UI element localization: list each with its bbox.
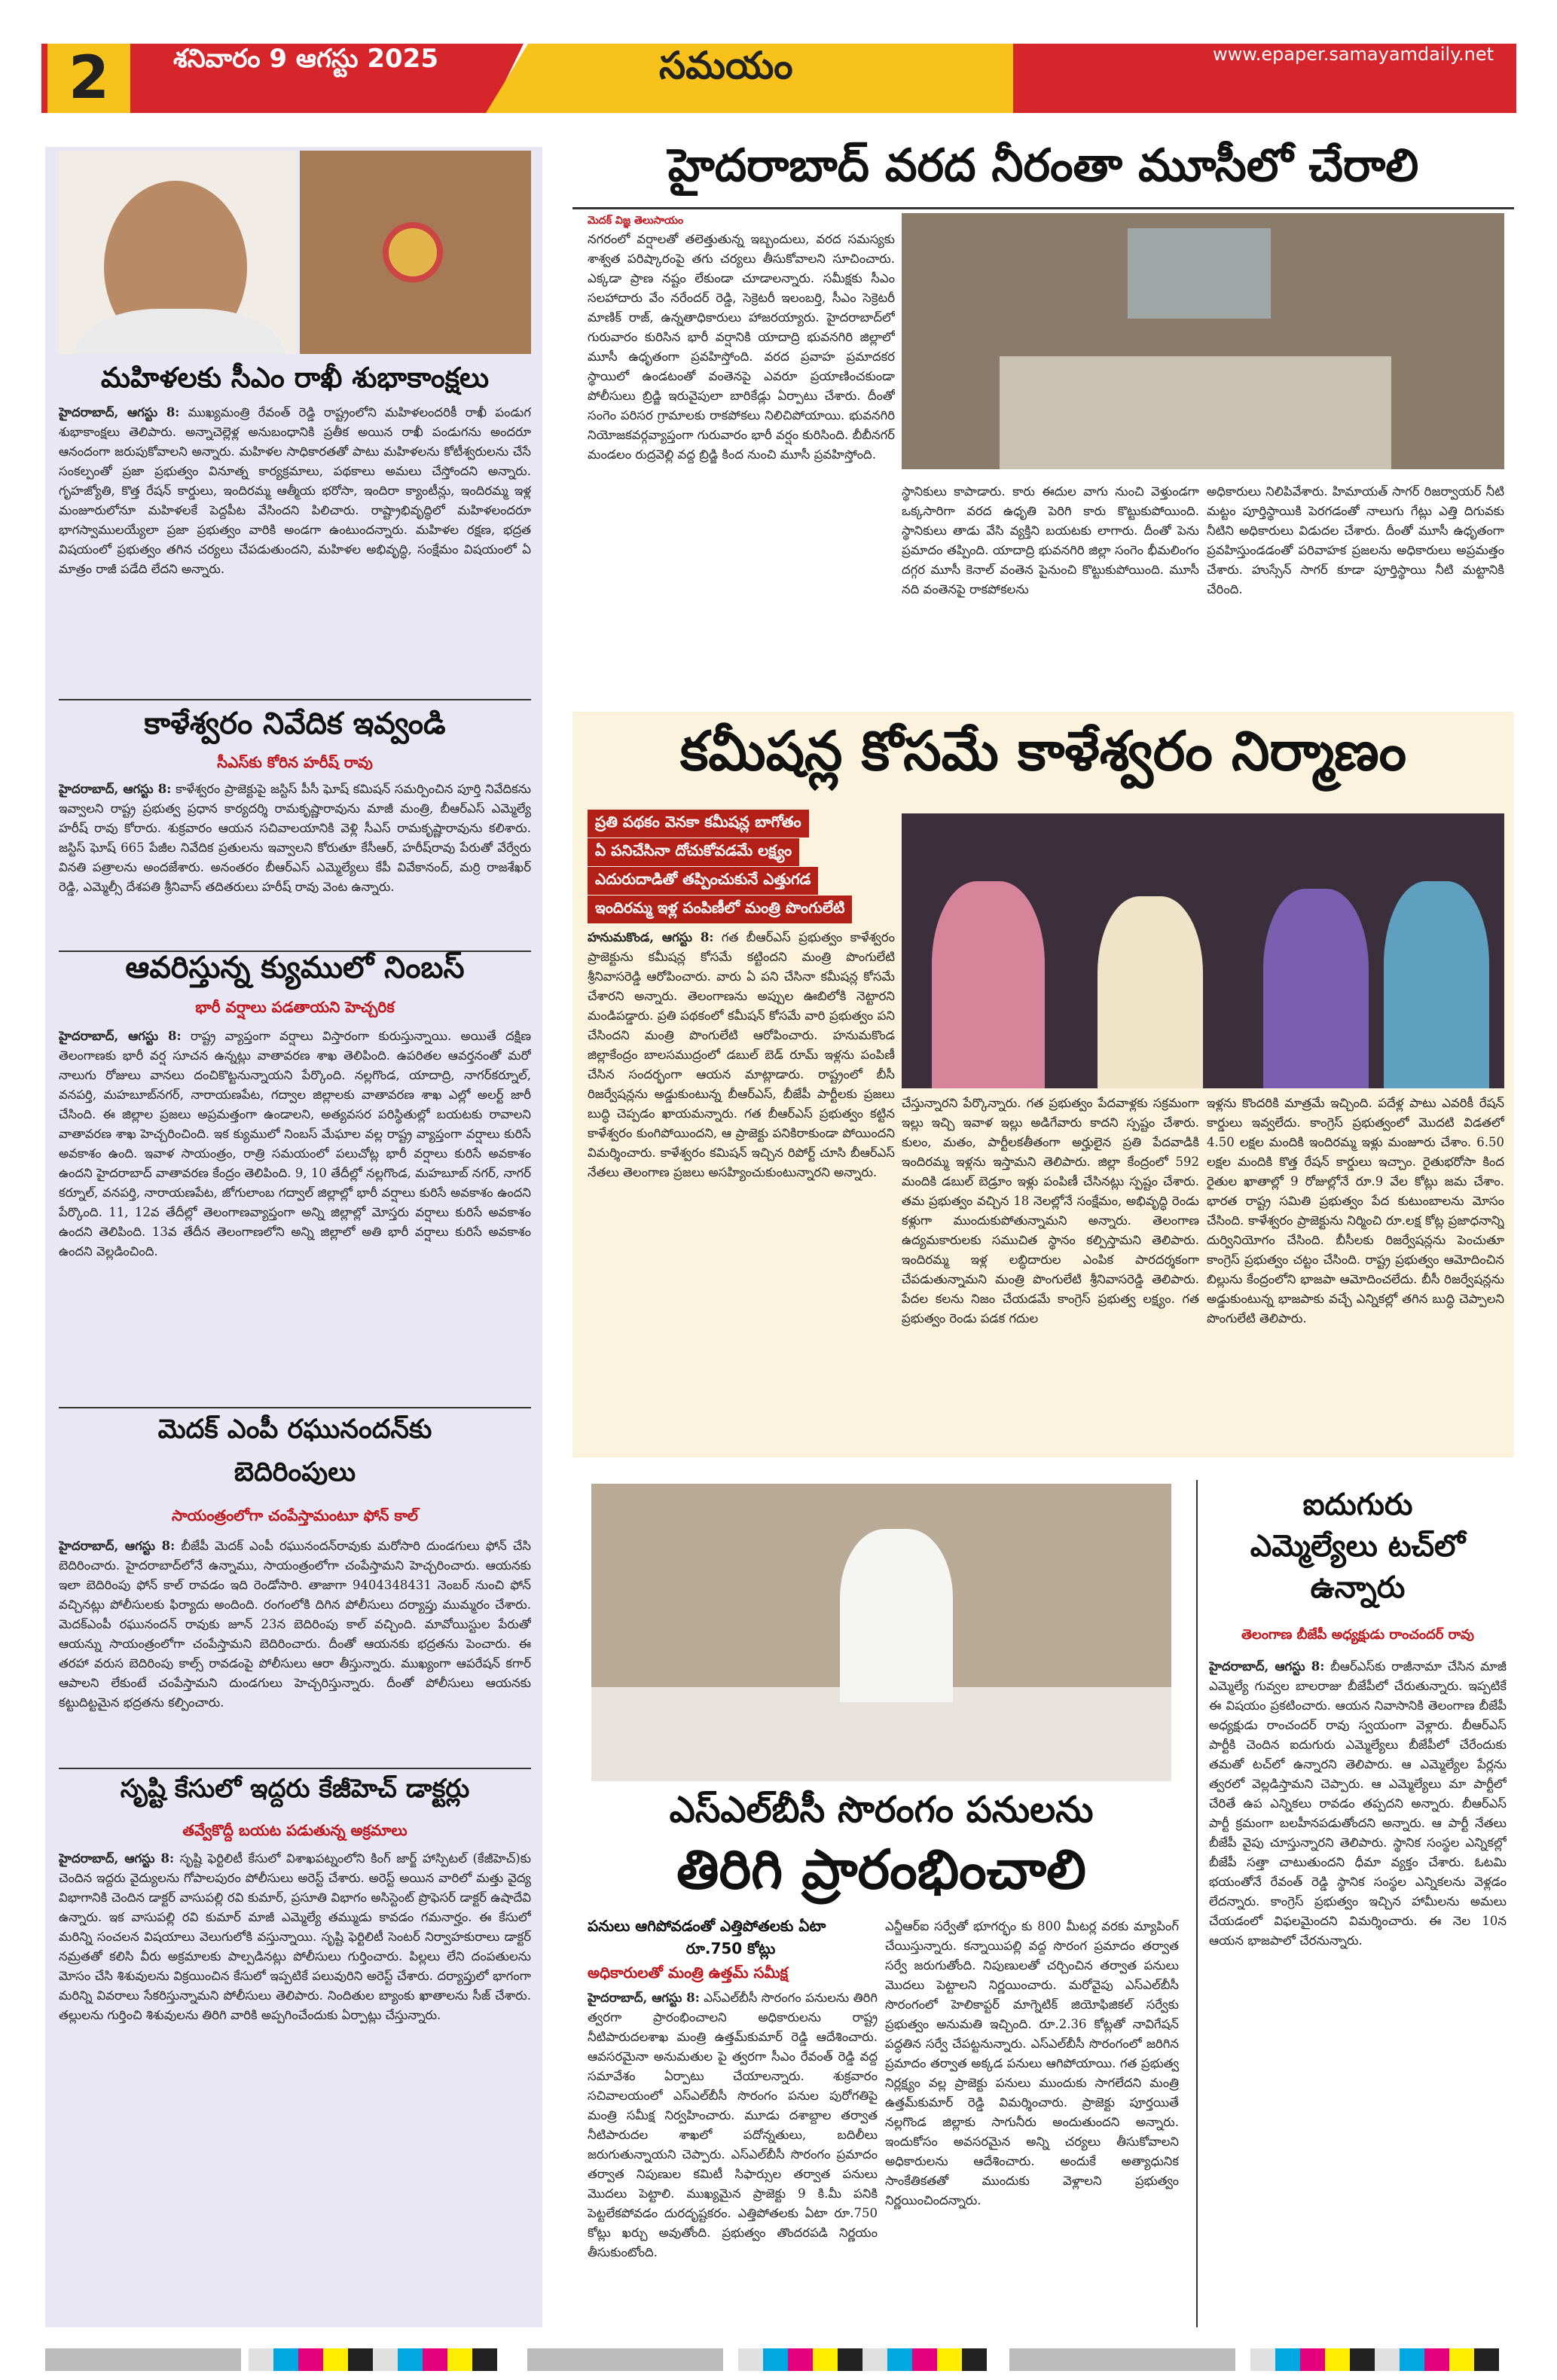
page-number: 2 (47, 44, 130, 113)
nimbus-text: రాష్ట్ర వ్యాప్తంగా వర్షాలు విస్తారంగా కురుస్తున్నాయి. అయితే దక్షిణ తెలంగాణకు భారీ వర్ష సూచన ఉన్నట్లు వాతావరణ శాఖ తెలిపింది. ఉపరితల ఆవర్తనంతో మరో నాలుగు రోజులు వానలు దంచికొట్టనున్నాయని పేర్కొంది. నల్లగొండ, యాదాద్రి, నాగర్‌కర్నూల్, వనపర్తి, మహబూబ్‌నగర్, నారాయణపేట, గద్వాల జిల్లాలకు వాతావరణ శాఖ ఎల్లో అలర్ట్ జారీ చేసింది. ఈ జిల్లాల ప్రజలు అప్రమత్తంగా ఉండాలని, అత్యవసర పరిస్థితుల్లో బయటకు రావాలని వాతావరణ శాఖ హెచ్చరించింది. ఇక క్యుములో నింబస్ మేఘాల వల్ల రాష్ట్ర వ్యాప్తంగా వర్షాలు కురిసే అవకాశం ఉంది. ఇవాళ సాయంత్రం, రాత్రి సమయంలో పలుచోట్ల భారీ వర్షాలు కురిసే అవకాశం ఉందని హైదరాబాద్ వాతావరణ కేంద్రం తెలిపింది. 9, 10 తేదీల్లో నల్లగొండ, మహబూబ్ నగర్, నాగర్ కర్నూల్, వనపర్తి, నారాయణపేట, జోగులాంబ గద్వాల్ జిల్లాల్లో భారీ వర్షాలు కురిసే అవకాశం ఉందని పేర్కొంది. 11, 12వ తేదీల్లో తెలంగాణవ్యాప్తంగా అన్ని జిల్లాల్లో మోస్తరు వర్షాలు కురిసే అవకాశం ఉందని తెలిపింది. 13వ తేదీన తెలంగాణలోని అన్ని జిల్లాలో అతి భారీ వర్షాలు కురిసే అవకాశం ఉందని వెల్లడించింది. (59, 1029, 531, 1259)
divider-medak (59, 1768, 531, 1769)
kaleshwaram-body-col3: ఇళ్లను కొందరికి మాత్రమే ఇచ్చింది. పదేళ్ల పాటు ఎవరికీ రేషన్ కార్డులు ఇవ్వలేదు. కాంగ్రెస్ ప్రభుత్వంలో మొదటి విడతలో 4.50 లక్షల మందికి ఇందిరమ్మ ఇళ్లు మంజూరు చేశాం. 6.50 లక్షల మందికి కొత్త రేషన్ కార్డులు ఇచ్చాం. రైతుభరోసా కింద రైతుల ఖాతాల్లో 9 రోజుల్లోనే రూ.9 వేల కోట్లు జమ చేశాం. భారత రాష్ట్ర సమితి ప్రభుత్వం పేద కుటుంబాలను మోసం చేసింది. కాళేశ్వరం ప్రాజెక్టును నిర్మించి రూ.లక్ష కోట్ల ప్రజాధనాన్ని దుర్వినియోగం చేసింది. బీసీలకు రిజర్వేషన్లను పెంచుతూ కాంగ్రెస్ ప్రభుత్వం చట్టం చేసింది. రాష్ట్ర ప్రభుత్వం ఆమోదించిన బిల్లును కేంద్రంలోని భాజపా ఆమోదించలేదు. బీసీ రిజర్వేషన్లను అడ్డుకుంటున్న భాజపాకు వచ్చే ఎన్నికల్లో తగిన బుద్ధి చెప్పాలని పొంగులేటి తెలిపారు. (1207, 1096, 1504, 1326)
slbc-dateline: హైదరాబాద్, ఆగస్టు 8: (588, 1991, 700, 2005)
medak-headline-line2: బెదిరింపులు (234, 1457, 356, 1488)
footer-grey-bar-mid2 (1009, 2348, 1235, 2371)
rakhi-dateline: హైదరాబాద్, ఆగస్టు 8: (59, 405, 180, 420)
minister-figure-shape (840, 1529, 953, 1702)
wall-painting-shape (1128, 228, 1271, 319)
musi-byline: మెదక్ విజ్ఞ తెలుసాయం (588, 215, 684, 227)
srishti-headline: సృష్టి కేసులో ఇద్దరు కేజీహెచ్ డాక్టర్లు (120, 1774, 470, 1804)
medak-subhead: సాయంత్రంలోగా చంపేస్తామంటూ ఫోన్ కాల్ (172, 1506, 418, 1524)
kaleshwaram-report-subhead: సీఎస్‌కు కోరిన హరీష్ రావు (217, 753, 373, 771)
rakhi-flower-shape (383, 222, 443, 282)
footer-grey-bar-mid (527, 2348, 723, 2371)
kaleshwaram-report-dateline: హైదరాబాద్, ఆగస్టు 8: (59, 782, 172, 796)
divider-rakhi (59, 699, 531, 700)
issue-date: శనివారం 9 ఆగస్టు 2025 (173, 44, 438, 74)
rakhi-body (59, 403, 531, 697)
medak-headline-line1: మెదక్ ఎంపీ రఘునందన్‌కు (157, 1414, 432, 1445)
sari-figure-2 (1098, 896, 1203, 1088)
slbc-subhead-black: పనులు ఆగిపోవడంతో ఎత్తిపోతలకు ఏటా (588, 1917, 826, 1935)
kaleshwaram-tag-4: ఇందిరమ్మ ఇళ్ల పంపిణీలో మంత్రి పొంగులేటి (588, 896, 852, 923)
medak-body (59, 1536, 531, 1766)
musi-body-col3: అధికారులు నిలిపివేశారు. హిమాయత్ సాగర్ రిజర్వాయర్ నీటి మట్టం పూర్తిస్థాయికి పెరగడంతో నాలుగు గేట్లు ఎత్తి దిగువకు నీటిని అధికారులు విడుదల చేశారు. దీంతో మూసీ ఉధృతంగా ప్రవహిస్తుండడంతో పరివాహక ప్రజలను అధికారులు అప్రమత్తం చేశారు. హుస్సేన్ సాగర్ కూడా పూర్తిస్థాయి నీటి మట్టానికి చేరింది. (1207, 484, 1504, 597)
musi-body-col1: నగరంలో వర్షాలతో తలెత్తుతున్న ఇబ్బందులు, వరద సమస్యకు శాశ్వత పరిష్కారంపై తగు చర్యలు తీసుకోవాలని సూచించారు. ఎక్కడా ప్రాణ నష్టం లేకుండా చూడాలన్నారు. సమీక్షకు సీఎం సలహాదారు వేం నరేందర్ రెడ్డి, సెక్రెటరీ ఇలంబర్తి, సీఎం సెక్రెటరీ మాణిక్ రాజ్, ఉన్నతాధికారులు హాజరయ్యారు. హైదరాబాద్‌లో గురువారం కురిసిన భారీ వర్షానికి యాదాద్రి భువనగిరి జిల్లాలో మూసీ ఉధృతంగా ప్రవహిస్తోంది. వరద ప్రవాహ ప్రమాదకర స్థాయిలో ఉండటంతో వంతెనపై ఎవరూ ప్రయాణించకుండా పోలీసులు బ్రిడ్జి ఇరువైపులా బారికేడ్లు ఏర్పాటు చేశారు. దీంతో సంగెం పరిసర గ్రామాలకు రాకపోకలు నిలిచిపోయాయి. భువనగిరి నియోజకవర్గవ్యాప్తంగా గురువారం భారీ వర్షం కురిసింది. బీబీనగర్ మండలం రుద్రవెల్లి వద్ద బ్రిడ్జి కింద నుంచి మూసీ ప్రవహిస్తోంది. (588, 232, 895, 462)
nimbus-subhead: భారీ వర్షాలు పడతాయని హెచ్చరిక (195, 998, 395, 1016)
rakhi-headline: మహిళలకు సీఎం రాఖీ శుభాకాంక్షలు (100, 362, 490, 394)
srishti-body (59, 1849, 531, 2320)
bjp-text: బీఆర్‌ఎస్‌కు రాజీనామా చేసిన మాజీ ఎమ్మెల్యే గువ్వల బాలరాజు బీజేపీలో చేరుతున్నారు. ఇప్పటికే ఈ విషయం ప్రకటించారు. ఆయన నివాసానికి తెలంగాణ బీజేపీ అధ్యక్షుడు రాంచందర్ రావు స్వయంగా వెళ్లారు. బీఆర్‌ఎస్ పార్టీకి చెందిన ఐదుగురు ఎమ్మెల్యేలు బీజేపీలో చేరేందుకు తమతో టచ్‌లో ఉన్నారని తెలిపారు. ఆ ఎమ్మెల్యేల పేర్లను త్వరలో వెల్లడిస్తామని చెప్పారు. ఆ ఎమ్మెల్యేలు మా పార్టీలో చేరితే ఉప ఎన్నికలు రావడం తప్పదని అన్నారు. బీఆర్‌ఎస్ పార్టీ క్రమంగా బలహీనపడుతోందని అన్నారు. ఆ పార్టీ నేతలు బీజేపీ వైపు చూస్తున్నారని తెలిపారు. స్థానిక సంస్థల ఎన్నికల్లో బీజేపీ సత్తా చాటుతుందని ధీమా వ్యక్తం చేశారు. ఓటమి భయంతోనే రేవంత్ రెడ్డి స్థానిక సంస్థల ఎన్నికలను వెళ్లడం లేదన్నారు. కాంగ్రెస్ ప్రభుత్వం ఇచ్చిన హామీలను అమలు చేయడంలో విఫలమైందని విమర్శించారు. ఈ నెల 10న ఆయన భాజపాలో చేరనున్నారు. (1209, 1659, 1507, 1948)
bjp-body (1209, 1657, 1507, 2327)
bjp-headline-line2: ఎమ్మెల్యేలు టచ్‌లో (1250, 1529, 1466, 1564)
kaleshwaram-tag-2: ఏ పనిచేసినా దోచుకోవడమే లక్ష్యం (588, 838, 799, 866)
kaleshwaram-report-headline: కాళేశ్వరం నివేదిక ఇవ్వండి (144, 706, 446, 741)
slbc-body-col1 (588, 1988, 878, 2327)
slbc-body-col2: ఎన్జీఆర్‌ఐ సర్వేతో భూగర్భం కు 800 మీటర్ల వరకు మ్యాపింగ్ చేయిస్తున్నారు. కన్నాయిపల్లి వద్ద సొరంగ ప్రమాదం తర్వాత సర్వే జరుగుతోంది. నిపుణులతో చర్చించిన తర్వాత పనులు మొదలు పెట్టాలని నిర్ణయించారు. మరోవైపు ఎస్‌ఎల్‌బీసీ సొరంగంలో హెలికాప్టర్ మాగ్నెటిక్ జియోఫిజికల్ సర్వేకు ప్రభుత్వం అనుమతి ఇచ్చింది. రూ.2.36 కోట్లతో నావిగేషన్ పద్ధతిన సర్వే చేపట్టనున్నారు. ఎస్‌ఎల్‌బీసీ సొరంగంలో జరిగిన ప్రమాదం తర్వాత అక్కడ పనులు ఆగిపోయాయి. గత ప్రభుత్వ నిర్లక్ష్యం వల్ల ప్రాజెక్టు పనులు ముందుకు సాగలేదని మంత్రి ఉత్తమ్‌కుమార్ రెడ్డి విమర్శించారు. ప్రాజెక్టు పూర్తయితే నల్లగొండ జిల్లాకు సాగునీరు అందుతుందని అన్నారు. ఇందుకోసం అవసరమైన అన్ని చర్యలు తీసుకోవాలని అధికారులను ఆదేశించారు. అందుకే అత్యాధునిక సాంకేతికతతో ముందుకు వెళ్లాలని ప్రభుత్వం నిర్ణయించిందన్నారు. (885, 1919, 1179, 2208)
medak-dateline: హైదరాబాద్, ఆగస్టు 8: (59, 1539, 176, 1553)
slbc-text-col1: ఎస్‌ఎల్‌బీసీ సొరంగం పనులను తిరిగి త్వరగా ప్రారంభించాలని అధికారులను రాష్ట్ర నీటిపారుదలశాఖ మంత్రి ఉత్తమ్‌కుమార్ రెడ్డి ఆదేశించారు. ఆవసరమైనా అనుమతుల పై త్వరగా సీఎం రేవంత్ రెడ్డి వద్ద సమావేశం ఏర్పాటు చేయాలన్నారు. శుక్రవారం సచివాలయంలో ఎస్‌ఎల్‌బీసీ సొరంగం పనుల పురోగతిపై మంత్రి సమీక్ష నిర్వహించారు. మూడు దశాబ్దాల తర్వాత నీటిపారుదల శాఖలో పదోన్నతులు, బదిలీలు జరుగుతున్నాయని చెప్పారు. ఎస్‌ఎల్‌బీసీ సొరంగం ప్రమాదం తర్వాత నిపుణుల కమిటీ సిఫార్సుల తర్వాత పనులు మొదలు పెట్టాలి. ముఖ్యమైన ప్రాజెక్టు 9 కి.మీ పనికి పెట్టలేకపోవడం దురదృష్టకరం. ఎత్తిపోతలకు ఏటా రూ.750 కోట్లు ఖర్చు అవుతోంది. ప్రభుత్వం తొందరపడి నిర్ణయం తీసుకుంటోంది. (588, 1991, 878, 2259)
epaper-url[interactable]: www.epaper.samayamdaily.net (1213, 44, 1494, 65)
housing-distribution-photo (902, 813, 1504, 1088)
footer-color-bar-right (1250, 2348, 1499, 2371)
kaleshwaram-headline: కమీషన్ల కోసమే కాళేశ్వరం నిర్మాణం (679, 719, 1407, 783)
divider-musi-top (572, 207, 1514, 209)
musi-body-col2: స్థానికులు కాపాడారు. కారు ఈదుల వాగు నుంచి వెళ్తుండగా ఒక్కసారిగా వరద ఉధృతి పెరిగి కారు కొట్టుకుపోయింది. స్థానికులు తాడు వేసి వ్యక్తిని బయటకు లాగారు. దీంతో పెను ప్రమాదం తప్పింది. యాదాద్రి భువనగిరి జిల్లా సంగెం భీమలింగం దగ్గర మూసీ కెనాల్ వంతెన పైనుంచి కొట్టుకుపోయింది. మూసీ నది వంతెనపై రాకపోకలను (902, 484, 1199, 597)
kaleshwaram-tag-1: ప్రతి పథకం వెనకా కమీషన్ల బాగోతం (588, 810, 809, 838)
sari-figure-1 (932, 881, 1045, 1088)
kaleshwaram-body-col1 (588, 928, 895, 1451)
bjp-headline-line1: ఐదుగురు (1302, 1488, 1413, 1522)
slbc-headline-line1: ఎస్‌ఎల్‌బీసీ సొరంగం పనులను (669, 1789, 1094, 1831)
slbc-subhead-amount: రూ.750 కోట్లు (685, 1939, 776, 1957)
srishti-dateline: హైదరాబాద్, ఆగస్టు 8: (59, 1851, 175, 1866)
rakhi-text: ముఖ్యమంత్రి రేవంత్ రెడ్డి రాష్ట్రంలోని మహిళలందరికీ రాఖీ పండుగ శుభాకాంక్షలు తెలిపారు. అన్నాచెల్లెళ్ల అనుబంధానికి ప్రతీక అయిన రాఖీ పండుగను అందరూ ఆనందంగా జరుపుకోవాలని అన్నారు. మహిళల సాధికారతతో పాటు మహిళలను కోటీశ్వరులను చేసే సంకల్పంతో ప్రజా ప్రభుత్వం వినూత్న కార్యక్రమాలు, పథకాలు అమలు చేస్తోందని అన్నారు. గృహజ్యోతి, కొత్త రేషన్ కార్డులు, ఇందిరమ్మ ఆత్మీయ భరోసా, ఇందిరా క్యాంటీన్లు, ఇందిరమ్మ ఇళ్ల మంజూరులోనూ మహిళలకే పెద్దపీట వేసిందని పిలిచారు. రాష్ట్రాభివృద్ధిలో మహిళలందరూ భాగస్వాములయ్యేలా ప్రజా ప్రభుత్వం వారికి అండగా ఉంటుందన్నారు. మహిళల రక్షణ, భద్రత విషయంలో ప్రభుత్వం తగిన చర్యలు చేపడుతుందని, మహిళల అభివృద్ధి, సంక్షేమం విషయంలో ఏ మాత్రం రాజీ పడేది లేదని అన్నారు. (59, 405, 531, 576)
nimbus-dateline: హైదరాబాద్, ఆగస్టు 8: (59, 1029, 182, 1043)
kaleshwaram-body-col2: చేస్తున్నారని పేర్కొన్నారు. గత ప్రభుత్వం పేదవాళ్లకు సక్రమంగా ఇల్లు ఇచ్చి ఇవాళ ఇల్లు అడిగేవారు కాదని స్పష్టం చేశారు. కులం, మతం, పార్టీలకతీతంగా అర్హులైన ప్రతి పేదవాడికి ఇందిరమ్మ ఇళ్లను ఇస్తామని తెలిపారు. జిల్లా కేంద్రంలో 592 మందికి డబుల్ బెడ్రూం ఇళ్లు పంపిణీ చేసినట్లు స్పష్టం చేశారు. తమ ప్రభుత్వం వచ్చిన 18 నెలల్లోనే సంక్షేమం, అభివృద్ధి రెండు కళ్లుగా ముందుకుపోతున్నామని అన్నారు. తెలంగాణ ఉద్యమకారులకు సముచిత స్థానం కల్పిస్తామని తెలిపారు. ఇందిరమ్మ ఇళ్ల లబ్ధిదారుల ఎంపిక పారదర్శకంగా చేపడుతున్నామని మంత్రి పొంగులేటి శ్రీనివాసరెడ్డి తెలిపారు. పేదల కలను నిజం చేయడమే కాంగ్రెస్ ప్రభుత్వ లక్ష్యం. గత ప్రభుత్వం రెండు పడక గదుల (902, 1096, 1199, 1326)
footer-color-bar-mid (738, 2348, 987, 2371)
footer-color-bar-left (249, 2348, 497, 2371)
nimbus-body (59, 1027, 531, 1405)
meeting-table-shape (1000, 356, 1391, 469)
newspaper-title: సమయం (659, 44, 793, 87)
slbc-headline-line2: తిరిగి ప్రారంభించాలి (676, 1838, 1086, 1901)
cm-portrait-photo (59, 151, 296, 354)
bjp-subhead: తెలంగాణ బీజేపీ అధ్యక్షుడు రాంచందర్ రావు (1241, 1627, 1474, 1643)
slbc-subhead-red: అధికారులతో మంత్రి ఉత్తమ్ సమీక్ష (588, 1964, 789, 1982)
cm-shirt-shape (74, 309, 285, 354)
nimbus-headline: ఆవరిస్తున్న క్యుములో నింబస్ (125, 950, 465, 985)
slbc-review-photo (591, 1484, 1171, 1781)
kaleshwaram-text-col1: గత బీఆర్‌ఎస్ ప్రభుత్వం కాళేశ్వరం ప్రాజెక్టును కమీషన్ల కోసమే కట్టిందని మంత్రి పొంగులేటి శ్రీనివాసరెడ్డి ఆరోపించారు. వారు ఏ పని చేసినా కమీషన్ల కోసమే చేశారని అన్నారు. తెలంగాణను అప్పుల ఊబిలోకి నెట్టారని మండిపడ్డారు. ప్రతి పథకంలో కమీషన్ కోసమే వారి ప్రభుత్వం పని చేసిందని మంత్రి పొంగులేటి ఆరోపించారు. హనుమకొండ జిల్లాకేంద్రం బాలసముద్రంలో డబుల్ బెడ్ రూమ్ ఇళ్లను పంపిణీ చేసిన సందర్భంగా ఆయన మాట్లాడారు. రాష్ట్రంలో బీసీ రిజర్వేషన్లను అడ్డుకుంటున్న బీఆర్‌ఎస్, బీజేపీ పార్టీలకు ప్రజలు బుద్ధి చెప్పడం ఖాయమన్నారు. గత బీఆర్‌ఎస్ ప్రభుత్వం కట్టిన కాళేశ్వరం కుంగిపోయిందని, ఆ ప్రాజెక్టు పనికిరాకుండా పోయిందని విమర్శించారు. కాళేశ్వరం కమిషన్ ఇచ్చిన రిపోర్ట్ చూసి బీఆర్‌ఎస్ నేతలు తెలంగాణ ప్రజలు అసహ్యించుకుంటున్నారని అన్నారు. (588, 930, 895, 1179)
musi-headline: హైదరాబాద్ వరద నీరంతా మూసీలో చేరాలి (667, 139, 1419, 192)
medak-text: బీజేపీ మెదక్ ఎంపీ రఘునందన్‌రావుకు మరోసారి దుండగులు ఫోన్ చేసి బెదిరించారు. హైదరాబాద్‌లోనే ఉన్నాము, సాయంత్రంలోగా చంపేస్తామని హెచ్చరించారు. ఆయనకు ఇలా బెదిరింపు ఫోన్ కాల్ రావడం ఇది రెండోసారి. తాజాగా 9404348431 నెంబర్ నుంచి ఫోన్ వచ్చినట్లు పోలీసులకు ఫిర్యాదు అందింది. రంగంలోకి దిగిన పోలీసులు దర్యాప్తు ముమ్మరం చేశారు. మెదక్‌ఎంపీ రఘునందన్ రావుకు జూన్ 23న బెదిరింపు కాల్ వచ్చింది. మావోయిస్టుల పేరుతో ఆయన్ను సాయంత్రంలోగా చంపేస్తామని బెదిరించారు. దీంతో ఆయనకు భద్రతను పెంచారు. ఈ తరహా వరుస బెదిరింపు కాల్స్ రావడంపై పోలీసులు ఆరా తీస్తున్నారు. ముఖ్యంగా ఆపరేషన్ కగార్ ఆపాలని లేకుంటే చంపేస్తామని దుండగులు హెచ్చరిస్తున్నారు. దీంతో పోలీసులు ఆయనకు కట్టుదిట్టమైన భద్రతను కల్పించారు. (59, 1539, 531, 1710)
sari-figure-3 (1263, 889, 1369, 1088)
musi-review-meeting-photo (902, 213, 1504, 469)
footer-grey-bar-left (45, 2348, 241, 2371)
srishti-subhead: తవ్వేకొద్దీ బయట పడుతున్న అక్రమాలు (182, 1821, 408, 1839)
kaleshwaram-report-text: కాళేశ్వరం ప్రాజెక్టుపై జస్టిస్ పీసీ ఘోష్ కమిషన్ సమర్పించిన పూర్తి నివేదికను ఇవ్వాలని రాష్ట్ర ప్రభుత్వ ప్రధాన కార్యదర్శి రామకృష్ణారావును మాజీ మంత్రి, బీఆర్‌ఎస్ ఎమ్మెల్యే హరీష్ రావు కోరారు. శుక్రవారం ఆయన సచివాలయానికి వెళ్లి సీఎస్ రామకృష్ణారావును కలిశారు. జస్టిస్ ఘోష్ 665 పేజీల నివేదిక ప్రతులను ఇవ్వాలని కోరుతూ కేసీఆర్, హరీష్‌రావు పేరుతో వేర్వేరు వినతి పత్రాలను అందజేశారు. అనంతరం బీఆర్‌ఎస్ ఎమ్మెల్యేలు కేపీ వివేకానంద్, మర్రి రాజశేఖర్ రెడ్డి, ఎమ్మెల్సీ దేశపతి శ్రీనివాస్ తదితరులు హరీష్ రావు వెంట ఉన్నారు. (59, 782, 531, 894)
sari-figure-4 (1384, 881, 1489, 1088)
rakhi-wrist-photo (300, 151, 531, 354)
kaleshwaram-dateline: హనుమకొండ, ఆగస్టు 8: (588, 930, 714, 944)
bjp-headline-line3: ఉన్నారు (1310, 1570, 1406, 1605)
masthead (41, 44, 1516, 113)
divider-bjp-left (1196, 1480, 1198, 2327)
divider-nimbus (59, 1407, 531, 1408)
bjp-dateline: హైదరాబాద్, ఆగస్టు 8: (1209, 1659, 1325, 1674)
srishti-text: సృష్టి ఫెర్టిలిటీ కేసులో విశాఖపట్నంలోని కింగ్ జార్జ్ హాస్పిటల్ (కేజీహెచ్)కు చెందిన ఇద్దరు వైద్యులను గోపాలపురం పోలీసులు అరెస్ట్ చేశారు. అరెస్ట్ అయిన వారిలో మత్తు వైద్య విభాగానికి చెందిన డాక్టర్ వాసుపల్లి రవి కుమార్, ప్రసూతి విభాగం అసిస్టెంట్ ప్రొఫెసర్ డాక్టర్ ఉషాదేవి ఉన్నారు. ఇక వాసుపల్లి రవి కుమార్ మాజీ ఎమ్మెల్యే తమ్ముడు కావడం గమనార్హం. ఈ కేసులో మరిన్ని సంచలన విషయాలు వెలుగులోకి వస్తున్నాయి. సృష్టి ఫెర్టిలిటీ సెంటర్ నిర్వాహకురాలు డాక్టర్ నమ్రతతో కలిసి వీరు అక్రమాలకు పాల్పడినట్లు పోలీసులు గుర్తించారు. పిల్లలు లేని దంపతులను మోసం చేసి శిశువులను విక్రయించిన కేసులో ఇప్పటికే పలువురిని అరెస్ట్ చేశారు. దర్యాప్తులో భాగంగా మరిన్ని వివరాలు సేకరిస్తున్నామని పోలీసులు తెలిపారు. నిందితుల బ్యాంకు ఖాతాలను సీజ్ చేశారు. తల్లులను గుర్తించి శిశువులను తిరిగి వారికి అప్పగించేందుకు ఏర్పాట్లు చేస్తున్నారు. (59, 1851, 531, 2022)
kaleshwaram-tag-3: ఎదురుదాడితో తప్పించుకునే ఎత్తుగడ (588, 867, 818, 895)
kaleshwaram-report-body (59, 780, 531, 949)
